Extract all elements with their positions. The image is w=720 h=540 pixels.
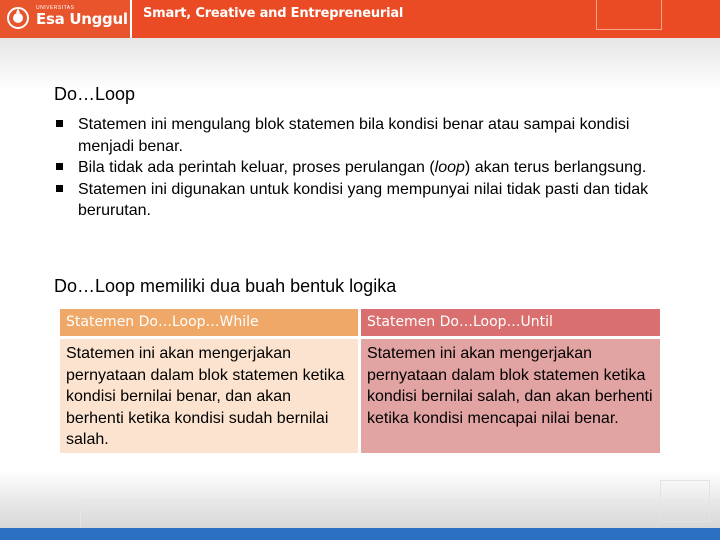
section-title-do-loop: Do…Loop [54,84,136,104]
bullet-square-icon [56,185,63,192]
decorative-frame-bottom [660,480,710,522]
section-title-logic-forms: Do…Loop memiliki dua buah bentuk logika [54,276,397,296]
bullet-square-icon [56,163,63,170]
bullet-square-icon [56,120,63,127]
university-emblem-icon [6,6,30,30]
tagline: Smart, Creative and Entrepreneurial [143,6,404,21]
list-item [54,114,664,157]
comparison-table [60,309,660,453]
table-header-while: Statemen Do…Loop…While [60,309,358,336]
footer-strip [0,528,720,540]
logo-small-text: UNIVERSITAS [36,5,75,11]
decorative-lines [80,500,720,527]
list-item [54,157,664,179]
bullet-text: Statemen ini mengulang blok statemen bila kondisi benar atau sampai kondisi menjadi benar. [78,116,630,155]
bullet-text: Bila tidak ada perintah keluar, proses perulangan (loop) akan terus berlangsung. [78,159,647,176]
table-header-until: Statemen Do…Loop…Until [361,309,660,336]
logo-text: Esa Unggul [36,10,128,28]
header-bar [0,0,720,38]
table-cell-until: Statemen ini akan mengerjakan pernyataan dalam blok statemen ketika kondisi bernilai salah, dan akan berhenti ketika kondisi mencapai nilai benar. [361,339,660,453]
table-cell-while: Statemen ini akan mengerjakan pernyataan dalam blok statemen ketika kondisi bernilai benar, dan akan berhenti ketika kondisi sudah bernilai salah. [60,339,358,453]
logo [0,0,132,38]
bullet-text: Statemen ini digunakan untuk kondisi yang mempunyai nilai tidak pasti dan tidak berurutan. [78,180,649,219]
bullet-list [54,114,664,222]
decorative-frame [596,0,662,30]
list-item [54,179,664,222]
